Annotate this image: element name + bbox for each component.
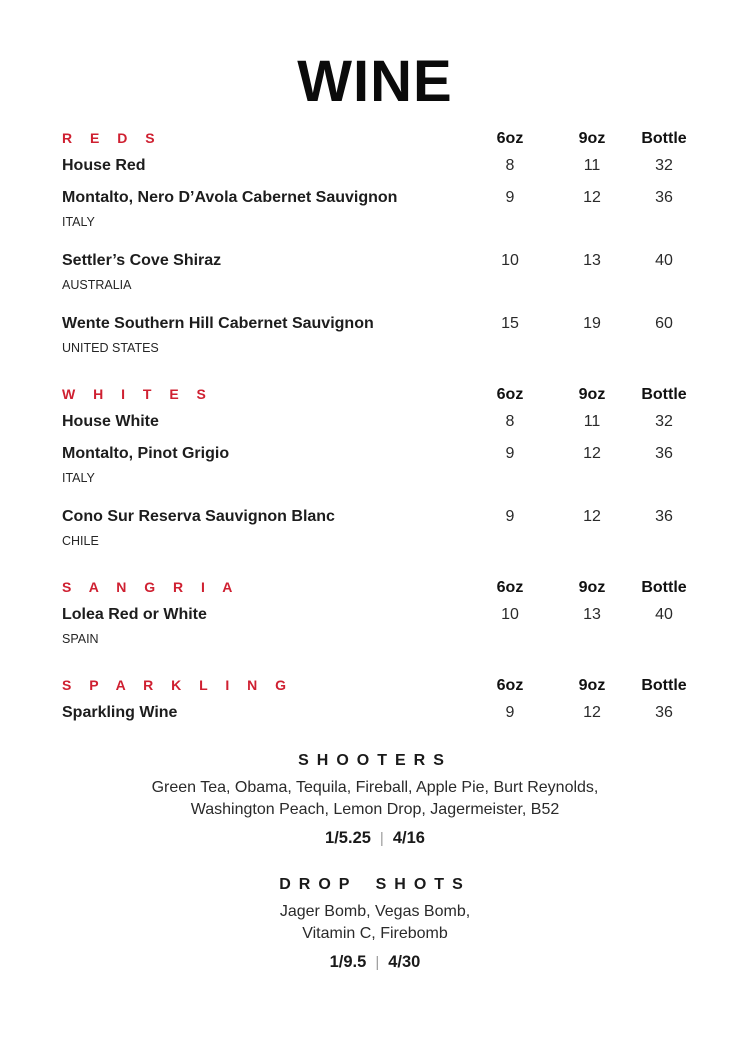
section-title: S A N G R I A (62, 579, 240, 595)
price-bottle: 32 (655, 413, 673, 430)
wine-origin: CHILE (62, 534, 99, 548)
column-header-6oz: 6oz (496, 579, 524, 596)
price-6oz: 9 (505, 508, 515, 525)
price-6oz: 8 (505, 157, 515, 174)
price-9oz: 12 (583, 189, 601, 206)
price-bottle: 36 (655, 508, 673, 525)
price-9oz: 13 (583, 252, 601, 269)
section-sangria (62, 579, 695, 647)
price-9oz: 12 (583, 445, 601, 462)
section-title: R E D S (62, 130, 162, 146)
wine-name: Lolea Red or White (62, 606, 207, 623)
wine-origin: ITALY (62, 471, 95, 485)
column-header-6oz: 6oz (496, 130, 524, 147)
price-9oz: 13 (583, 606, 601, 623)
price-9oz: 11 (583, 413, 601, 430)
shots-area (0, 750, 750, 974)
price-6oz: 15 (501, 315, 519, 332)
wine-item (62, 187, 695, 230)
column-header-6oz: 6oz (496, 386, 524, 403)
price-multi: 4/30 (388, 953, 421, 971)
section-header-row (62, 579, 695, 597)
wine-item (62, 313, 695, 356)
price-6oz: 10 (501, 252, 519, 269)
wine-table (62, 130, 695, 724)
section-header-row (62, 130, 695, 148)
price-bottle: 32 (655, 157, 673, 174)
shot-price-line (0, 827, 750, 850)
price-divider: | (375, 954, 380, 971)
wine-name: Montalto, Pinot Grigio (62, 445, 230, 462)
wine-origin: ITALY (62, 215, 95, 229)
wine-menu-page (0, 49, 750, 1050)
shot-list-line: Green Tea, Obama, Tequila, Fireball, Apple Pie, Burt Reynolds, (151, 779, 599, 796)
price-bottle: 36 (655, 445, 673, 462)
shot-list-line: Vitamin C, Firebomb (302, 925, 448, 942)
price-6oz: 9 (505, 704, 515, 721)
price-bottle: 36 (655, 704, 673, 721)
wine-origin: SPAIN (62, 632, 99, 646)
column-header-bottle: Bottle (641, 386, 687, 403)
column-header-9oz: 9oz (578, 677, 606, 694)
price-6oz: 10 (501, 606, 519, 623)
price-single: 1/5.25 (325, 829, 371, 847)
wine-item (62, 443, 695, 486)
price-bottle: 60 (655, 315, 673, 332)
wine-name: Sparkling Wine (62, 704, 178, 721)
page-title: WINE (297, 49, 453, 114)
column-header-9oz: 9oz (578, 386, 606, 403)
section-sparkling (62, 677, 695, 724)
wine-origin: UNITED STATES (62, 341, 159, 355)
wine-name: House Red (62, 157, 146, 174)
wine-name: House White (62, 413, 159, 430)
wine-item (62, 506, 695, 549)
price-9oz: 11 (583, 157, 601, 174)
section-header-row (62, 386, 695, 404)
section-shooters (0, 750, 750, 850)
wine-item (62, 250, 695, 293)
wine-name: Wente Southern Hill Cabernet Sauvignon (62, 315, 374, 332)
price-9oz: 19 (583, 315, 601, 332)
section-drop-shots (0, 874, 750, 974)
column-header-bottle: Bottle (641, 130, 687, 147)
price-divider: | (379, 830, 384, 847)
shot-price-line (0, 951, 750, 974)
section-whites (62, 386, 695, 549)
section-title: S P A R K L I N G (62, 677, 294, 693)
section-title: W H I T E S (62, 386, 213, 402)
wine-item (62, 155, 695, 177)
wine-name: Cono Sur Reserva Sauvignon Blanc (62, 508, 335, 525)
wine-item (62, 411, 695, 433)
column-header-bottle: Bottle (641, 579, 687, 596)
price-6oz: 9 (505, 189, 515, 206)
shot-section-title: DROP SHOTS (279, 876, 471, 893)
section-reds (62, 130, 695, 356)
shot-section-title: SHOOTERS (298, 752, 452, 769)
shot-list-line: Jager Bomb, Vegas Bomb, (279, 903, 471, 920)
wine-item (62, 604, 695, 647)
price-9oz: 12 (583, 508, 601, 525)
shot-list-line: Washington Peach, Lemon Drop, Jagermeister, B52 (190, 801, 560, 818)
price-6oz: 8 (505, 413, 515, 430)
wine-origin: AUSTRALIA (62, 278, 132, 292)
wine-name: Montalto, Nero D’Avola Cabernet Sauvignon (62, 189, 398, 206)
column-header-9oz: 9oz (578, 579, 606, 596)
price-multi: 4/16 (392, 829, 425, 847)
price-9oz: 12 (583, 704, 601, 721)
wine-item (62, 702, 695, 724)
column-header-bottle: Bottle (641, 677, 687, 694)
section-header-row (62, 677, 695, 695)
wine-name: Settler’s Cove Shiraz (62, 252, 222, 269)
price-single: 1/9.5 (329, 953, 367, 971)
price-bottle: 40 (655, 606, 673, 623)
price-bottle: 40 (655, 252, 673, 269)
price-6oz: 9 (505, 445, 515, 462)
column-header-9oz: 9oz (578, 130, 606, 147)
price-bottle: 36 (655, 189, 673, 206)
column-header-6oz: 6oz (496, 677, 524, 694)
